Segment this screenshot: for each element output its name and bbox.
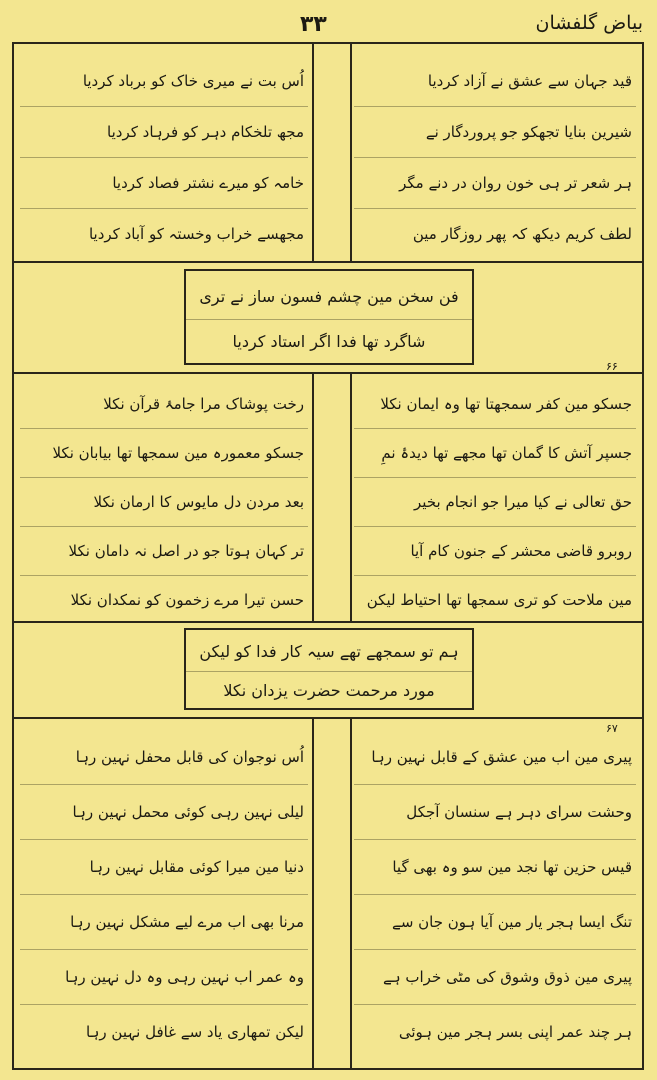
column-rule — [312, 717, 314, 1068]
verse-column-left — [20, 730, 308, 1059]
verse-column-right — [354, 730, 636, 1059]
column-rule — [350, 44, 352, 261]
verse-line: فن سخن مین چشم فسون ساز نے تری — [186, 275, 472, 320]
verse-line: دنیا مین میرا کوئی مقابل نہین رہا — [20, 840, 308, 895]
verse-line: شیرین بنایا تجھکو جو پروردگار نے — [354, 107, 636, 158]
verse-line: مرنا بھی اب مرے لیے مشکل نہین رہا — [20, 895, 308, 950]
verse-line: بعد مردن دل مایوس کا ارمان نکلا — [20, 478, 308, 527]
verse-line: قید جہان سے عشق نے آزاد کردیا — [354, 56, 636, 107]
column-rule — [312, 372, 314, 621]
verse-line: روبرو قاضی محشر کے جنون کام آیا — [354, 527, 636, 576]
ghazal-number: ۶۶ — [606, 360, 618, 373]
verse-line: اُس بت نے میری خاک کو برباد کردیا — [20, 56, 308, 107]
divider-line — [14, 261, 642, 263]
page-frame — [12, 42, 644, 1070]
verse-line: حسن تیرا مرے زخمون کو نمکدان نکلا — [70, 591, 304, 609]
verse-line: ہم تو سمجھے تھے سیہ کار فدا کو لیکن — [186, 633, 472, 672]
divider-line — [14, 717, 642, 719]
verse-line: ہر چند عمر اپنی بسر ہجر مین ہوئی — [398, 1023, 632, 1041]
verse-line: وحشت سرای دہر ہے سنسان آجکل — [354, 785, 636, 840]
verse-line: لیلی نہین رہی کوئی محمل نہین رہا — [20, 785, 308, 840]
verse-line: مورد مرحمت حضرت یزدان نکلا — [223, 681, 435, 700]
verse-line: مجھسے خراب وخستہ کو آباد کردیا — [88, 225, 304, 243]
verse-line: تر کہان ہوتا جو در اصل نہ دامان نکلا — [20, 527, 308, 576]
verse-line: لطف کریم دیکھ کہ پھر روزگار مین — [412, 225, 632, 243]
verse-line: مین ملاحت کو تری سمجھا تھا احتیاط لیکن — [366, 591, 632, 609]
column-rule — [312, 44, 314, 261]
verse-line: خامہ کو میرے نشتر فصاد کردیا — [20, 158, 308, 209]
verse-line: پیری مین اب مین عشق کے قابل نہین رہا — [354, 730, 636, 785]
verse-column-right — [354, 56, 636, 259]
verse-line: ہر شعر تر ہی خون روان در دنے مگر — [354, 158, 636, 209]
verse-column-right — [354, 380, 636, 624]
verse-line: جسکو معمورہ مین سمجھا تھا بیابان نکلا — [20, 429, 308, 478]
featured-couplet — [184, 269, 474, 365]
verse-line: تنگ ایسا ہجر یار مین آیا ہون جان سے — [354, 895, 636, 950]
verse-line: وہ عمر اب نہین رہی وہ دل نہین رہا — [20, 950, 308, 1005]
book-title: بیاض گلفشان — [535, 12, 643, 34]
verse-line: جسپر آتش کا گمان تھا مجھے تھا دیدۂ نمِ — [354, 429, 636, 478]
column-rule — [350, 717, 352, 1068]
verse-column-left — [20, 56, 308, 259]
page-number: ۳۳ — [300, 12, 327, 37]
verse-line: قیس حزین تھا نجد مین سو وہ بھی گیا — [354, 840, 636, 895]
verse-line: جسکو مین کفر سمجھتا تھا وہ ایمان نکلا — [354, 380, 636, 429]
verse-column-left — [20, 380, 308, 624]
verse-line: حق تعالی نے کیا میرا جو انجام بخیر — [354, 478, 636, 527]
verse-line: پیری مین ذوق وشوق کی مٹی خراب ہے — [354, 950, 636, 1005]
ghazal-number: ۶۷ — [606, 722, 618, 735]
verse-line: رخت پوشاک مرا جامۂ قرآن نکلا — [20, 380, 308, 429]
verse-line: شاگرد تھا فدا اگر استاد کردیا — [232, 332, 426, 351]
verse-line: مجھ تلخکام دہر کو فرہاد کردیا — [20, 107, 308, 158]
verse-line: لیکن تمھاری یاد سے غافل نہین رہا — [86, 1023, 304, 1041]
divider-line — [14, 372, 642, 374]
verse-line: اُس نوجوان کی قابل محفل نہین رہا — [20, 730, 308, 785]
column-rule — [350, 372, 352, 621]
featured-couplet — [184, 628, 474, 710]
